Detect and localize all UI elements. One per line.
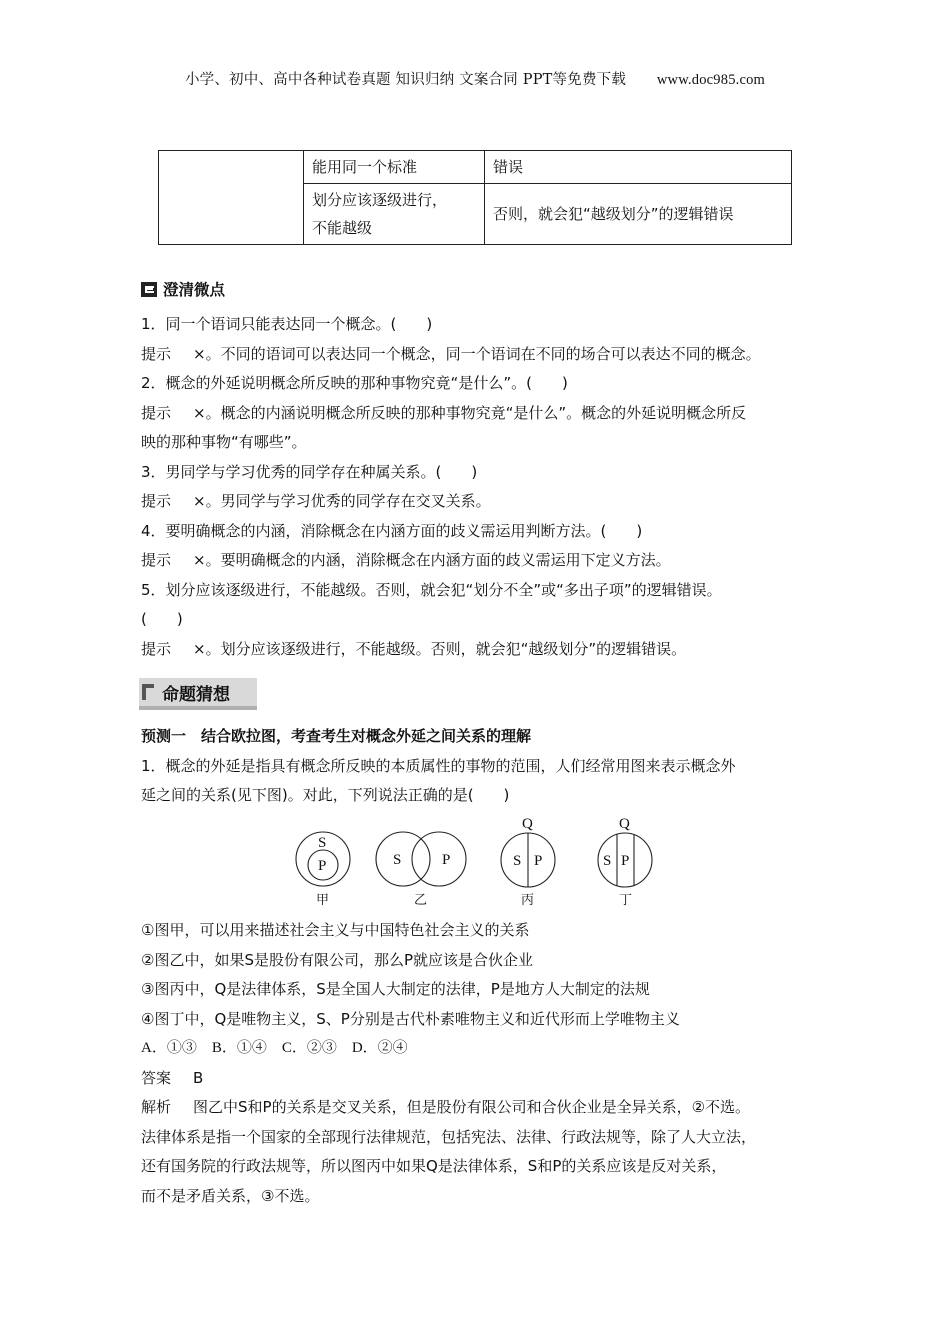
statements-and-answer <box>141 916 821 1211</box>
clarify-title: 澄清微点 <box>163 281 226 299</box>
diagram-label: S <box>318 835 327 851</box>
table-cell-line: 划分应该逐级进行， <box>312 191 448 209</box>
guess-question <box>141 722 821 811</box>
diagram-yi-right-circle <box>412 832 466 886</box>
page-header <box>0 68 950 89</box>
clarify-question: 1．同一个语词只能表达同一个概念。( ) <box>141 315 433 333</box>
diagram-label: S <box>603 853 612 869</box>
table-cell-line: 不能越级 <box>312 219 373 237</box>
statement: ③图丙中，Q是法律体系，S是全国人大制定的法律，P是地方人大制定的法规 <box>141 980 650 998</box>
answer-options: A．①③ B．①④ C．②③ D．②④ <box>141 1040 408 1056</box>
clarify-hint <box>141 399 821 429</box>
hint-text: ×。概念的内涵说明概念所反映的那种事物究竟“是什么”。概念的外延说明概念所反 <box>193 403 747 422</box>
diagram-label: Q <box>619 816 630 832</box>
diagram-caption: 丁 <box>619 893 633 908</box>
analysis-label: 解析 <box>141 1098 172 1116</box>
clarify-hint <box>141 635 821 665</box>
diagram-label: P <box>534 853 543 869</box>
clarify-question-cont: ( ) <box>141 610 183 628</box>
clarify-hint-cont: 映的那种事物“有哪些”。 <box>141 433 307 451</box>
table-cell-empty <box>159 151 304 245</box>
diagram-label: S <box>393 852 402 868</box>
prediction-title: 预测一 结合欧拉图，考查考生对概念外延之间关系的理解 <box>141 727 532 745</box>
statement: ④图丁中，Q是唯物主义，S、P分别是古代朴素唯物主义和近代形而上学唯物主义 <box>141 1009 680 1028</box>
hint-text: ×。划分应该逐级进行，不能越级。否则，就会犯“越级划分”的逻辑错误。 <box>193 639 687 658</box>
hint-label: 提示 <box>141 344 172 363</box>
clarify-hint <box>141 340 821 370</box>
analysis <box>141 1093 821 1123</box>
header-site-link[interactable]: www.doc985.com <box>656 72 766 88</box>
clarify-question: 5．划分应该逐级进行，不能越级。否则，就会犯“划分不全”或“多出子项”的逻辑错误。 <box>141 580 722 599</box>
diagram-label: Q <box>522 816 533 832</box>
question-text-cont: 延之间的关系(见下图)。对此，下列说法正确的是( ) <box>141 786 510 804</box>
diagram-label: P <box>442 852 451 868</box>
clarify-question: 2．概念的外延说明概念所反映的那种事物究竟“是什么”。( ) <box>141 374 568 392</box>
hint-text: ×。不同的语词可以表达同一个概念，同一个语词在不同的场合可以表达不同的概念。 <box>193 344 761 363</box>
header-text: 小学、初中、高中各种试卷真题 知识归纳 文案合同 PPT等免费下载 <box>184 72 627 88</box>
clarify-section <box>141 276 821 664</box>
table-row <box>159 151 792 184</box>
analysis-cont: 还有国务院的行政法规等，所以图丙中如果Q是法律体系，S和P的关系应该是反对关系， <box>141 1157 727 1175</box>
statement: ①图甲，可以用来描述社会主义与中国特色社会主义的关系 <box>141 921 530 939</box>
answer <box>141 1064 821 1094</box>
euler-diagrams <box>290 812 670 912</box>
table-cell-error: 错误 <box>485 151 792 184</box>
diagram-label: P <box>318 858 327 874</box>
clarify-question: 4．要明确概念的内涵，消除概念在内涵方面的歧义需运用判断方法。( ) <box>141 521 643 540</box>
diagram-caption: 丙 <box>521 893 535 908</box>
table-cell-rule <box>304 184 485 245</box>
clarify-heading <box>141 276 821 302</box>
clarify-question: 3．男同学与学习优秀的同学存在种属关系。( ) <box>141 462 478 481</box>
analysis-text: 图乙中S和P的关系是交叉关系，但是股份有限公司和合伙企业是全异关系，②不选。 <box>193 1098 751 1116</box>
division-rules-table <box>158 150 792 245</box>
diagram-label: P <box>621 853 630 869</box>
hint-label: 提示 <box>141 403 172 422</box>
answer-value: B <box>193 1068 204 1087</box>
diagram-yi-left-circle <box>376 832 430 886</box>
analysis-cont: 而不是矛盾关系，③不选。 <box>141 1186 320 1205</box>
clarify-hint <box>141 487 821 517</box>
hint-text: ×。要明确概念的内涵，消除概念在内涵方面的歧义需运用下定义方法。 <box>193 551 671 569</box>
guess-heading <box>139 678 257 710</box>
statement: ②图乙中，如果S是股份有限公司，那么P就应该是合伙企业 <box>141 950 534 969</box>
hint-text: ×。男同学与学习优秀的同学存在交叉关系。 <box>193 492 491 510</box>
hint-label: 提示 <box>141 492 172 510</box>
section-badge-icon <box>141 282 157 297</box>
analysis-cont: 法律体系是指一个国家的全部现行法律规范，包括宪法、法律、行政法规等，除了人大立法， <box>141 1127 757 1146</box>
diagram-caption: 乙 <box>414 893 428 908</box>
diagram-caption: 甲 <box>316 893 330 908</box>
table-cell-rule: 能用同一个标准 <box>304 151 485 184</box>
section-badge-icon <box>142 684 154 700</box>
answer-label: 答案 <box>141 1068 172 1087</box>
question-text: 1．概念的外延是指具有概念所反映的本质属性的事物的范围，人们经常用图来表示概念外 <box>141 756 736 775</box>
table-cell-error: 否则，就会犯“越级划分”的逻辑错误 <box>485 184 792 245</box>
guess-title: 命题猜想 <box>162 684 230 705</box>
clarify-hint <box>141 546 821 576</box>
hint-label: 提示 <box>141 639 172 658</box>
hint-label: 提示 <box>141 551 172 569</box>
diagram-label: S <box>513 853 522 869</box>
